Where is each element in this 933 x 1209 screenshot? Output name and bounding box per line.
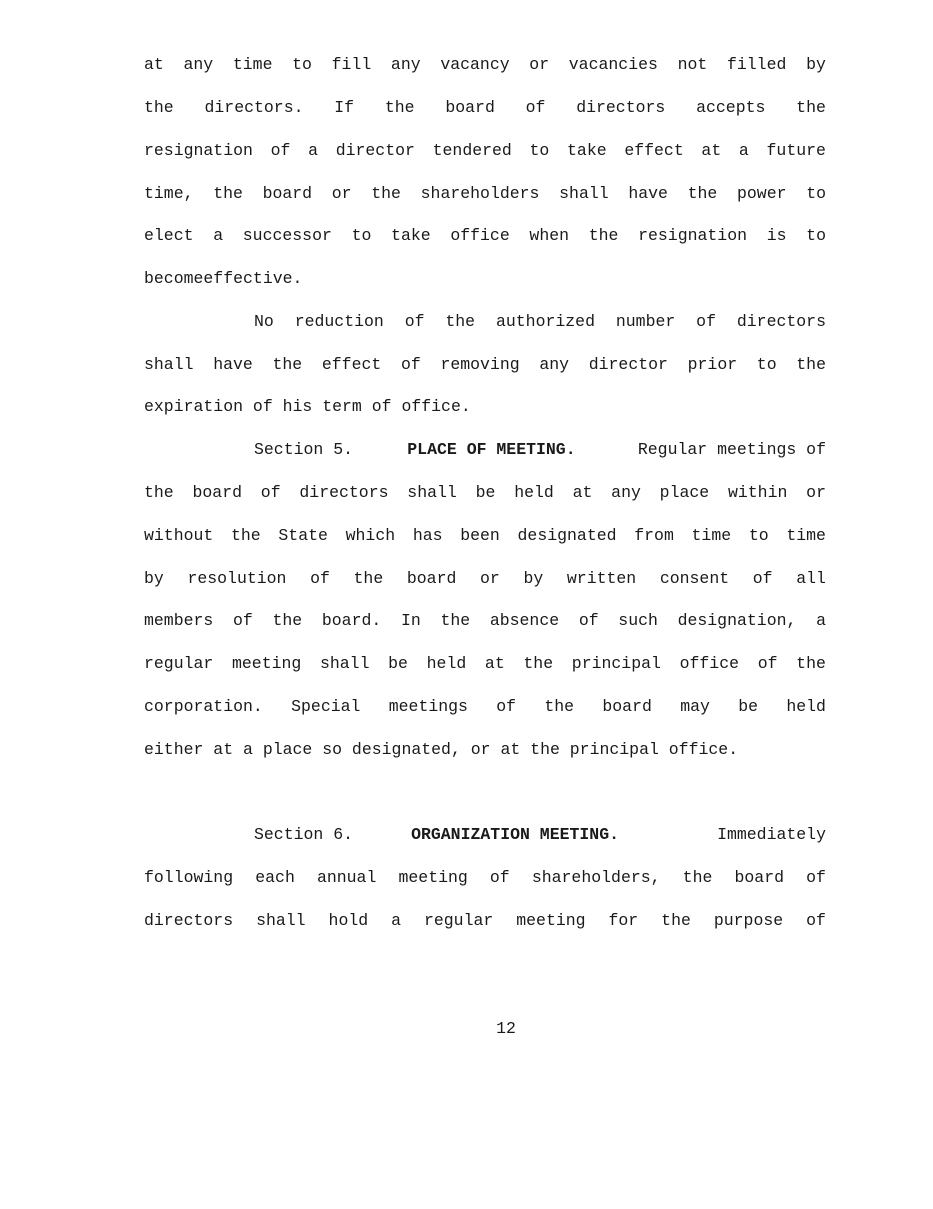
word: board xyxy=(445,98,495,117)
word: resignation xyxy=(144,141,253,160)
word: or xyxy=(331,184,352,203)
word: any xyxy=(611,483,641,502)
word: the xyxy=(544,697,575,716)
word: to xyxy=(806,184,826,203)
word: time xyxy=(691,526,732,545)
word: of xyxy=(752,569,773,588)
word: the xyxy=(661,911,691,930)
section-5-heading-line xyxy=(144,440,826,460)
word: elect xyxy=(144,226,194,245)
word: filled xyxy=(726,55,787,74)
word: or xyxy=(529,55,550,74)
word: of xyxy=(232,611,253,630)
word: absence xyxy=(489,611,560,630)
word: the xyxy=(687,184,718,203)
word: the xyxy=(213,184,243,203)
word: have xyxy=(628,184,668,203)
word: at xyxy=(144,55,164,74)
word: is xyxy=(766,226,787,245)
text-line: expiration of his term of office. xyxy=(144,397,471,416)
word: held xyxy=(426,654,467,673)
word: of xyxy=(578,611,599,630)
word: director xyxy=(588,355,668,374)
word: take xyxy=(391,226,431,245)
word: authorized xyxy=(495,312,595,331)
text-line xyxy=(144,312,826,332)
word: from xyxy=(634,526,674,545)
word: shall xyxy=(256,911,306,930)
text-line xyxy=(144,911,826,931)
word: the xyxy=(353,569,384,588)
text-line xyxy=(144,226,826,246)
word: any xyxy=(539,355,570,374)
word: purpose xyxy=(713,911,784,930)
word: No xyxy=(254,312,274,331)
word: accepts xyxy=(696,98,766,117)
word: of xyxy=(270,141,291,160)
word: without xyxy=(144,526,214,545)
word: time, xyxy=(144,184,194,203)
text-line xyxy=(144,184,826,204)
word: the xyxy=(796,355,826,374)
word: the xyxy=(796,654,826,673)
word: the xyxy=(272,355,303,374)
word: written xyxy=(566,569,637,588)
word: effect xyxy=(624,141,684,160)
word: removing xyxy=(440,355,520,374)
word: board xyxy=(262,184,313,203)
section-6-heading-line xyxy=(144,825,826,845)
word: fill xyxy=(331,55,372,74)
word: the xyxy=(796,98,826,117)
word: the xyxy=(588,226,619,245)
word: shareholders xyxy=(420,184,540,203)
section-6-label: Section 6. xyxy=(254,825,354,844)
word: the xyxy=(445,312,476,331)
word: at xyxy=(701,141,722,160)
word: time xyxy=(232,55,273,74)
word: office xyxy=(679,654,740,673)
word: prior xyxy=(687,355,738,374)
word: each xyxy=(255,868,295,887)
word: director xyxy=(335,141,415,160)
word: tendered xyxy=(432,141,512,160)
word: board xyxy=(192,483,243,502)
text-line xyxy=(144,355,826,375)
word: of xyxy=(489,868,510,887)
word: has xyxy=(412,526,443,545)
word: the xyxy=(384,98,415,117)
word: of xyxy=(757,654,778,673)
word: by xyxy=(523,569,544,588)
word: by xyxy=(806,55,826,74)
word: any xyxy=(390,55,421,74)
word: reduction xyxy=(294,312,384,331)
text-line xyxy=(144,98,826,118)
word: directors. xyxy=(204,98,304,117)
word: of xyxy=(806,868,826,887)
word: meeting xyxy=(516,911,586,930)
section-5-label: Section 5. xyxy=(254,440,354,459)
text-line xyxy=(144,611,826,631)
word: the xyxy=(272,611,303,630)
section-5-title: PLACE OF MEETING. xyxy=(407,440,576,459)
word: at xyxy=(572,483,593,502)
word: take xyxy=(567,141,607,160)
word: meeting xyxy=(398,868,468,887)
text-line: either at a place so designated, or at the principal office. xyxy=(144,740,739,759)
word: shall xyxy=(319,654,370,673)
text-line xyxy=(144,569,826,589)
word: board xyxy=(734,868,785,887)
word: board xyxy=(602,697,652,716)
word: when xyxy=(529,226,570,245)
word: at xyxy=(484,654,505,673)
word: shall xyxy=(144,355,194,374)
word: held xyxy=(786,697,826,716)
section-5-text: Regular meetings of xyxy=(637,440,826,459)
section-6-text: Immediately xyxy=(717,825,826,844)
word: board. xyxy=(321,611,382,630)
word: held xyxy=(514,483,554,502)
word: the xyxy=(231,526,261,545)
word: of xyxy=(260,483,281,502)
word: time xyxy=(786,526,826,545)
text-line xyxy=(144,55,826,75)
word: regular xyxy=(423,911,494,930)
word: by xyxy=(144,569,164,588)
word: to xyxy=(351,226,372,245)
word: If xyxy=(334,98,355,117)
word: a xyxy=(213,226,224,245)
word: annual xyxy=(316,868,377,887)
word: the xyxy=(371,184,401,203)
word: shareholders, xyxy=(531,868,661,887)
word: the xyxy=(440,611,471,630)
word: directors xyxy=(736,312,826,331)
word: to xyxy=(806,226,826,245)
word: directors xyxy=(144,911,234,930)
word: office xyxy=(450,226,510,245)
text-line: becomeeffective. xyxy=(144,269,303,288)
word: State xyxy=(278,526,328,545)
word: designated xyxy=(517,526,617,545)
word: the xyxy=(523,654,554,673)
text-line xyxy=(144,654,826,674)
word: meetings xyxy=(388,697,468,716)
word: successor xyxy=(242,226,332,245)
word: within xyxy=(727,483,788,502)
word: of xyxy=(400,355,421,374)
word: future xyxy=(766,141,826,160)
word: place xyxy=(659,483,710,502)
word: following xyxy=(144,868,234,887)
word: been xyxy=(460,526,500,545)
word: such xyxy=(618,611,658,630)
word: a xyxy=(308,141,319,160)
word: of xyxy=(496,697,517,716)
word: to xyxy=(756,355,777,374)
word: effect xyxy=(321,355,382,374)
text-line xyxy=(144,526,826,546)
word: all xyxy=(796,569,826,588)
word: to xyxy=(292,55,312,74)
word: shall xyxy=(559,184,609,203)
word: hold xyxy=(328,911,369,930)
word: In xyxy=(400,611,421,630)
word: a xyxy=(738,141,749,160)
word: of xyxy=(404,312,425,331)
word: principal xyxy=(571,654,661,673)
word: vacancy xyxy=(440,55,510,74)
word: vacancies xyxy=(568,55,658,74)
word: number xyxy=(615,312,676,331)
word: power xyxy=(737,184,787,203)
word: be xyxy=(475,483,496,502)
word: or xyxy=(480,569,500,588)
word: any xyxy=(183,55,214,74)
page-number: 12 xyxy=(496,1019,516,1038)
word: Special xyxy=(291,697,361,716)
word: of xyxy=(525,98,546,117)
word: of xyxy=(310,569,330,588)
word: a xyxy=(391,911,402,930)
word: meeting xyxy=(231,654,302,673)
word: be xyxy=(388,654,408,673)
word: to xyxy=(529,141,550,160)
word: regular xyxy=(144,654,214,673)
word: the xyxy=(682,868,713,887)
word: of xyxy=(806,911,826,930)
word: not xyxy=(677,55,708,74)
word: may xyxy=(680,697,710,716)
word: the xyxy=(144,483,174,502)
word: designation, xyxy=(677,611,797,630)
word: of xyxy=(696,312,716,331)
text-line xyxy=(144,483,826,503)
word: be xyxy=(738,697,759,716)
word: a xyxy=(816,611,826,630)
word: to xyxy=(748,526,769,545)
word: board xyxy=(406,569,457,588)
section-6-title: ORGANIZATION MEETING. xyxy=(411,825,620,844)
word: resolution xyxy=(187,569,287,588)
word: have xyxy=(213,355,253,374)
word: the xyxy=(144,98,174,117)
word: corporation. xyxy=(144,697,263,716)
word: for xyxy=(608,911,639,930)
word: shall xyxy=(407,483,457,502)
word: directors xyxy=(299,483,389,502)
text-line xyxy=(144,697,826,717)
word: directors xyxy=(576,98,666,117)
word: resignation xyxy=(638,226,748,245)
word: members xyxy=(144,611,214,630)
word: consent xyxy=(659,569,730,588)
word: which xyxy=(345,526,396,545)
word: or xyxy=(806,483,826,502)
text-line xyxy=(144,868,826,888)
text-line xyxy=(144,141,826,161)
